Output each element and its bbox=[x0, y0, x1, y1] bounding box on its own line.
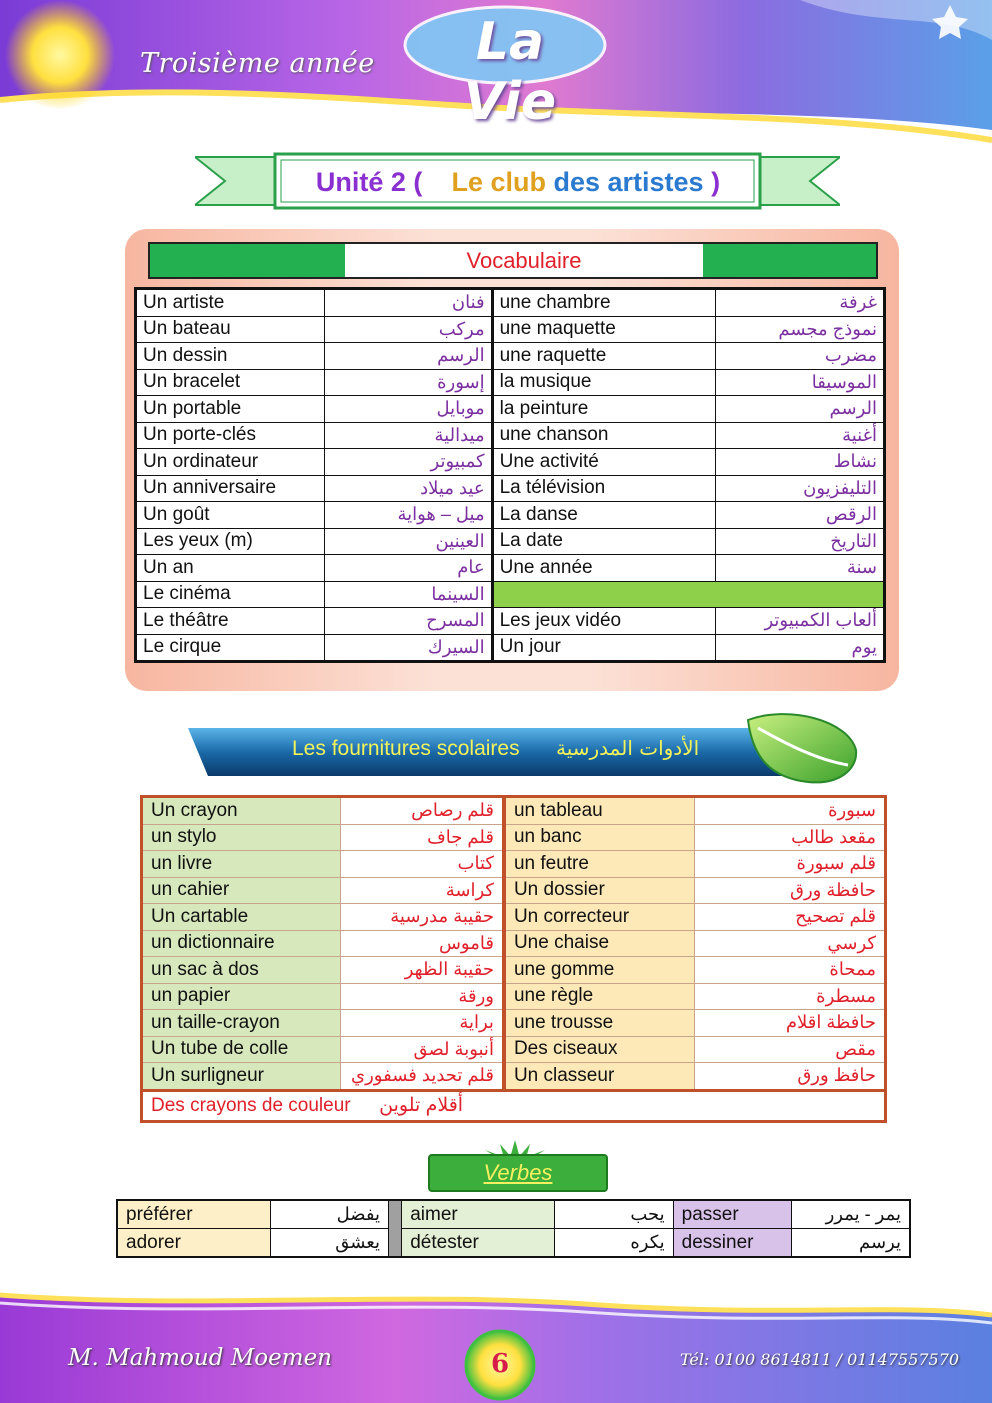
vocabulary-table bbox=[134, 287, 886, 663]
vocab-ar-cell: مضرب bbox=[716, 343, 885, 370]
vocab-ar-cell: مركب bbox=[325, 316, 492, 343]
table-row bbox=[142, 824, 886, 851]
supply-fr-cell: Une chaise bbox=[504, 930, 695, 957]
table-row bbox=[136, 502, 885, 529]
table-row bbox=[142, 797, 886, 825]
verb-ar: يرسم bbox=[792, 1229, 910, 1258]
vocab-ar-cell: الرقص bbox=[716, 502, 885, 529]
table-row bbox=[136, 369, 885, 396]
supply-fr-cell: un cahier bbox=[142, 877, 341, 904]
vocab-ar-cell: نموذج مجسم bbox=[716, 316, 885, 343]
supply-ar-cell: قلم تصحيح bbox=[695, 904, 886, 931]
verb-fr: adorer bbox=[117, 1229, 270, 1258]
vocab-ar-cell: المسرح bbox=[325, 608, 492, 635]
vocab-ar-cell: السينما bbox=[325, 581, 492, 608]
supply-ar-cell: كتاب bbox=[340, 851, 504, 878]
table-row bbox=[136, 289, 885, 317]
supply-ar-cell: كرسي bbox=[695, 930, 886, 957]
table-row bbox=[136, 555, 885, 582]
supply-ar-cell: مقعد طالب bbox=[695, 824, 886, 851]
table-row bbox=[136, 396, 885, 423]
unit-name-part1: Le club bbox=[451, 167, 546, 197]
supply-fr-cell: un tableau bbox=[504, 797, 695, 825]
vocab-fr-cell: Les yeux (m) bbox=[136, 528, 325, 555]
supply-ar-cell: حقيبة الظهر bbox=[340, 957, 504, 984]
supply-fr-cell: Un crayon bbox=[142, 797, 341, 825]
supply-fr-cell: une trousse bbox=[504, 1010, 695, 1037]
table-row bbox=[142, 904, 886, 931]
verb-ar: يفضل bbox=[270, 1200, 388, 1229]
vocab-fr-cell: Un ordinateur bbox=[136, 449, 325, 476]
verb-ar: يحب bbox=[555, 1200, 673, 1229]
supply-ar-cell: قلم سبورة bbox=[695, 851, 886, 878]
fournitures-title-fr: Les fournitures scolaires bbox=[292, 737, 520, 760]
supply-ar-cell: قلم تحديد فسفوري bbox=[340, 1063, 504, 1091]
supply-fr-cell: Un cartable bbox=[142, 904, 341, 931]
vocab-ar-cell: إسورة bbox=[325, 369, 492, 396]
supply-ar-cell: براية bbox=[340, 1010, 504, 1037]
verb-fr: préférer bbox=[117, 1200, 270, 1229]
vocab-fr-cell: Le théâtre bbox=[136, 608, 325, 635]
verbes-title: Verbes bbox=[428, 1154, 608, 1192]
supply-fr-cell: un taille-crayon bbox=[142, 1010, 341, 1037]
vocab-fr-cell: Un goût bbox=[136, 502, 325, 529]
vocab-empty-cell bbox=[492, 581, 884, 608]
table-row bbox=[136, 608, 885, 635]
supply-ar-cell: ورقة bbox=[340, 983, 504, 1010]
table-row bbox=[136, 528, 885, 555]
vocab-fr-cell: une maquette bbox=[492, 316, 716, 343]
supply-fr-cell: un livre bbox=[142, 851, 341, 878]
vocab-ar-cell: الموسيقا bbox=[716, 369, 885, 396]
fournitures-banner bbox=[188, 710, 858, 790]
supply-ar-cell: مقص bbox=[695, 1036, 886, 1063]
vocabulary-title: Vocabulaire bbox=[345, 244, 703, 277]
supply-ar-cell: حافظ ورق bbox=[695, 1063, 886, 1091]
verb-ar: يكره bbox=[555, 1229, 673, 1258]
vocab-ar-cell: غرفة bbox=[716, 289, 885, 317]
page-number: 6 bbox=[490, 1349, 510, 1379]
supply-fr-cell: Un classeur bbox=[504, 1063, 695, 1091]
vocab-fr-cell: Un porte-clés bbox=[136, 422, 325, 449]
supply-fr-cell: un banc bbox=[504, 824, 695, 851]
supply-fr-cell: un feutre bbox=[504, 851, 695, 878]
vocab-fr-cell: Un jour bbox=[492, 634, 716, 662]
vocab-ar-cell: عام bbox=[325, 555, 492, 582]
table-row bbox=[136, 422, 885, 449]
supply-fr-cell: Un tube de colle bbox=[142, 1036, 341, 1063]
vocab-fr-cell: la musique bbox=[492, 369, 716, 396]
vocab-fr-cell: Un bracelet bbox=[136, 369, 325, 396]
supply-fr-cell: Un surligneur bbox=[142, 1063, 341, 1091]
vocab-fr-cell: Un bateau bbox=[136, 316, 325, 343]
supply-ar-cell: قلم جاف bbox=[340, 824, 504, 851]
unit-name-part2: des artistes bbox=[553, 167, 704, 197]
vocab-fr-cell: une chanson bbox=[492, 422, 716, 449]
vocab-fr-cell: Une année bbox=[492, 555, 716, 582]
table-row bbox=[136, 634, 885, 662]
vocab-ar-cell: أغنية bbox=[716, 422, 885, 449]
vocab-ar-cell: فنان bbox=[325, 289, 492, 317]
grade-subtitle: Troisième année bbox=[140, 48, 375, 79]
vocab-fr-cell: La télévision bbox=[492, 475, 716, 502]
supply-fr-cell: Un correcteur bbox=[504, 904, 695, 931]
supply-ar-cell: حافظة اقلام bbox=[695, 1010, 886, 1037]
vocab-fr-cell: une raquette bbox=[492, 343, 716, 370]
table-row bbox=[142, 1090, 886, 1121]
colored-pencils-cell bbox=[142, 1090, 886, 1121]
vocab-ar-cell: عيد ميلاد bbox=[325, 475, 492, 502]
supply-fr-cell: une gomme bbox=[504, 957, 695, 984]
verb-fr: détester bbox=[402, 1229, 555, 1258]
vocab-ar-cell: ميدالية bbox=[325, 422, 492, 449]
author-name: M. Mahmoud Moemen bbox=[68, 1345, 332, 1371]
table-row bbox=[136, 316, 885, 343]
vocab-fr-cell: La date bbox=[492, 528, 716, 555]
unit-title bbox=[278, 160, 758, 204]
table-row bbox=[142, 1036, 886, 1063]
fournitures-table bbox=[140, 795, 887, 1123]
vocab-fr-cell: Les jeux vidéo bbox=[492, 608, 716, 635]
vocab-ar-cell: التليفزيون bbox=[716, 475, 885, 502]
brand-title: La Vie bbox=[463, 12, 557, 132]
table-row bbox=[142, 957, 886, 984]
fournitures-title-ar: الأدوات المدرسية bbox=[556, 736, 700, 760]
unit-close-paren: ) bbox=[711, 167, 721, 197]
vocab-fr-cell: Un portable bbox=[136, 396, 325, 423]
table-row bbox=[136, 449, 885, 476]
vocab-fr-cell: Le cinéma bbox=[136, 581, 325, 608]
vocab-ar-cell: موبايل bbox=[325, 396, 492, 423]
supply-fr-cell: un papier bbox=[142, 983, 341, 1010]
unit-number: Unité 2 ( bbox=[315, 167, 423, 197]
supply-ar-cell: حقيبة مدرسية bbox=[340, 904, 504, 931]
vocab-ar-cell: نشاط bbox=[716, 449, 885, 476]
vocab-fr-cell: La danse bbox=[492, 502, 716, 529]
supply-ar-cell: أنبوبة لصق bbox=[340, 1036, 504, 1063]
verb-ar: يعشق bbox=[270, 1229, 388, 1258]
supply-fr-cell: Des ciseaux bbox=[504, 1036, 695, 1063]
verb-fr: passer bbox=[673, 1200, 791, 1229]
vocab-ar-cell: ألعاب الكمبيوتر bbox=[716, 608, 885, 635]
table-row bbox=[136, 581, 885, 608]
vocab-fr-cell: Un an bbox=[136, 555, 325, 582]
table-row bbox=[142, 1063, 886, 1091]
vocab-ar-cell: ميل – هواية bbox=[325, 502, 492, 529]
supply-ar-cell: مسطرة bbox=[695, 983, 886, 1010]
supply-fr-cell: Un dossier bbox=[504, 877, 695, 904]
vocab-fr-cell: Le cirque bbox=[136, 634, 325, 662]
vocab-ar-cell: التاريخ bbox=[716, 528, 885, 555]
vocab-ar-cell: كمبيوتر bbox=[325, 449, 492, 476]
sun-icon bbox=[5, 0, 115, 110]
verb-fr: aimer bbox=[402, 1200, 555, 1229]
table-row bbox=[117, 1229, 910, 1258]
telephone-numbers: Tél: 0100 8614811 / 01147557570 bbox=[680, 1350, 960, 1369]
verb-fr: dessiner bbox=[673, 1229, 791, 1258]
supply-ar-cell: سبورة bbox=[695, 797, 886, 825]
supply-fr-cell: un dictionnaire bbox=[142, 930, 341, 957]
supply-ar-cell: قاموس bbox=[340, 930, 504, 957]
table-row bbox=[136, 343, 885, 370]
supply-fr-cell: un sac à dos bbox=[142, 957, 341, 984]
supply-ar-cell: قلم رصاص bbox=[340, 797, 504, 825]
vocab-ar-cell: العينين bbox=[325, 528, 492, 555]
table-row bbox=[142, 851, 886, 878]
table-row bbox=[142, 930, 886, 957]
table-row bbox=[117, 1200, 910, 1229]
verbs-table bbox=[116, 1199, 911, 1258]
vocab-fr-cell: une chambre bbox=[492, 289, 716, 317]
supply-ar-cell: كراسة bbox=[340, 877, 504, 904]
colored-pencils-fr: Des crayons de couleur bbox=[151, 1095, 351, 1116]
table-row bbox=[142, 983, 886, 1010]
vocab-ar-cell: يوم bbox=[716, 634, 885, 662]
vocab-fr-cell: Un anniversaire bbox=[136, 475, 325, 502]
table-row bbox=[142, 1010, 886, 1037]
vocab-ar-cell: السيرك bbox=[325, 634, 492, 662]
table-row bbox=[142, 877, 886, 904]
supply-ar-cell: حافظة ورق bbox=[695, 877, 886, 904]
vocab-ar-cell: الرسم bbox=[716, 396, 885, 423]
vocab-fr-cell: la peinture bbox=[492, 396, 716, 423]
verb-separator bbox=[388, 1200, 401, 1257]
supply-fr-cell: un stylo bbox=[142, 824, 341, 851]
colored-pencils-ar: أقلام تلوين bbox=[379, 1095, 464, 1116]
supply-fr-cell: une règle bbox=[504, 983, 695, 1010]
supply-ar-cell: ممحاة bbox=[695, 957, 886, 984]
vocab-ar-cell: سنة bbox=[716, 555, 885, 582]
vocab-fr-cell: Un artiste bbox=[136, 289, 325, 317]
vocab-fr-cell: Un dessin bbox=[136, 343, 325, 370]
vocab-fr-cell: Une activité bbox=[492, 449, 716, 476]
vocab-ar-cell: الرسم bbox=[325, 343, 492, 370]
verb-ar: يمر - يمرر bbox=[792, 1200, 910, 1229]
table-row bbox=[136, 475, 885, 502]
